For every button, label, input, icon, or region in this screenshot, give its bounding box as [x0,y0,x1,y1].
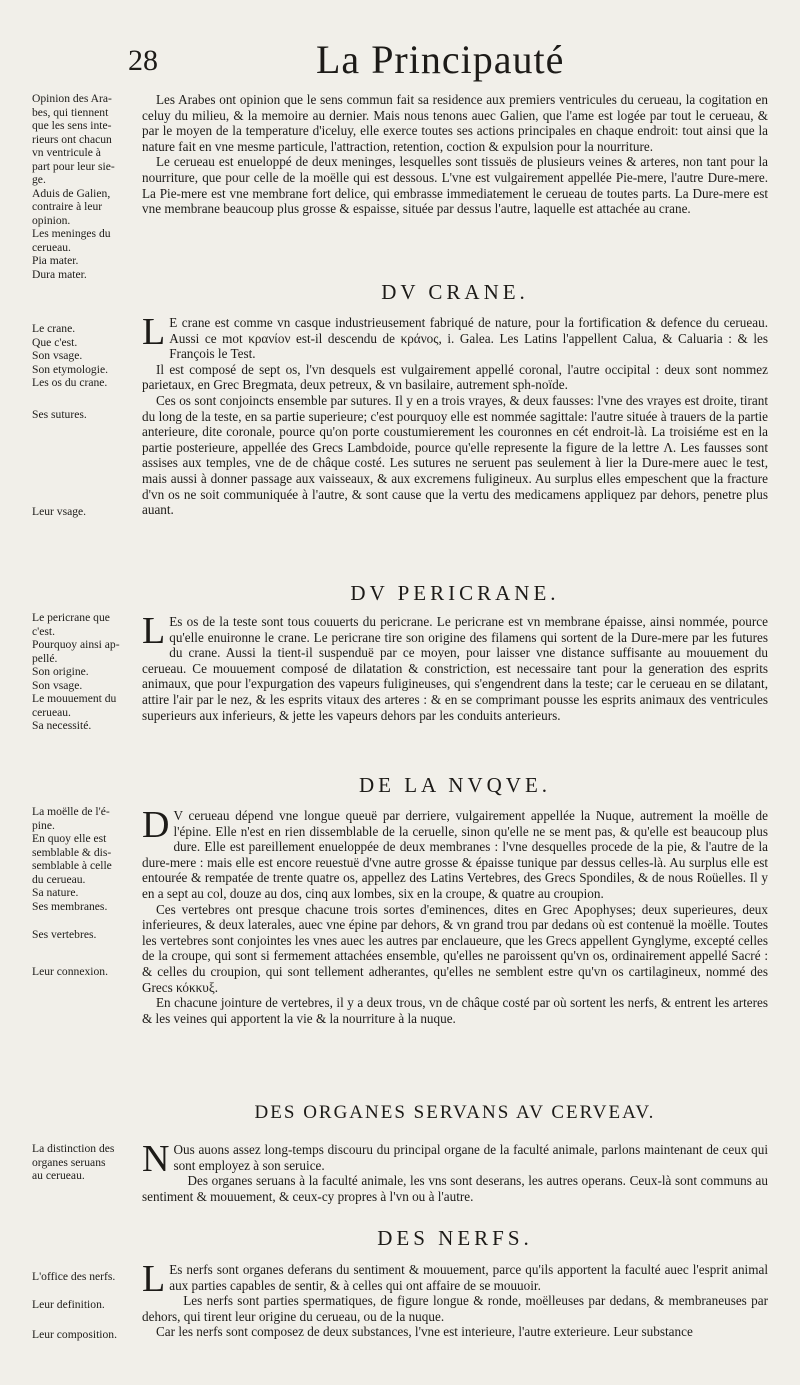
drop-capital: N [142,1138,170,1180]
margin-note-organes [32,1142,144,1183]
paragraph [142,804,768,902]
heading-crane: DV CRANE. [381,280,529,304]
note-line: En quoy elle est [32,832,107,845]
heading-organes: DES ORGANES SERVANS AV CERVEAV. [254,1102,656,1123]
paragraph [142,610,768,723]
drop-capital: L [142,1258,166,1300]
heading-pericrane: DV PERICRANE. [350,581,560,605]
paragraph: Ces os sont conjoincts ensemble par sutures. Il y en a trois vrayes, & deux fausses: l'vne des vrayes est droite, tirant du long de la teste, en sa partie superieure; c'est pourquoy elle est nommée sagittale: l'autre située à trauers de la partie anterieure, dite coronale, pource qu'on porte coustumierement les couronnes en cét endroit-là. La troisiéme est en la partie posterieure, appellée des Grecs Lambdoide, pource qu'elle represente la figure de la lettre Λ. Les fausses sont assises aux temples, vne de de châque costé. Les sutures ne seruent pas seulement à lier la Dure-mere auec le test, mais aussi à donner passage aux vaisseaux, & aux excremens fuligineux. Au surplus elles empeschent que la fracture d'vn os ne soit communiquée à l'autre, & sont cause que la vertu des medicamens appliquez par dehors, penetre plus auant. [142,392,768,518]
heading-nerfs: DES NERFS. [377,1226,533,1250]
margin-note-nerfs-definition [32,1298,144,1312]
margin-note-arabes [32,92,144,281]
note-line: organes seruans [32,1155,106,1169]
note-line: c'est. [32,624,56,638]
page-number: 28 [128,44,158,77]
note-line: opinion. [32,213,71,227]
section-organes [142,1138,768,1204]
note-line: Son vsage. [32,678,83,692]
note-line: bes, qui tiennent [32,105,109,119]
margin-note-sutures [32,408,144,422]
margin-note-connexion [32,965,144,979]
drop-capital: L [142,311,166,353]
margin-note-nerfs-office [32,1270,144,1284]
note-line: Pia mater. [32,254,79,267]
note-line: Opinion des Ara- [32,92,112,105]
note-line: Leur definition. [32,1298,105,1311]
note-line: semblable à celle [32,859,112,872]
paragraph: Il est composé de sept os, l'vn desquels est vulgairement appellé coronal, l'autre occipital : deux sont nommez parietaux, en Grec Bregmata, deux petreux, & vn basilaire, autrement sph-noïde. [142,361,768,393]
note-line: Sa necessité. [32,719,92,732]
note-line: vn ventricule à [32,146,101,159]
margin-note-pericrane [32,611,144,733]
note-line: que les sens inte- [32,119,112,132]
section-nuque [142,804,768,1026]
note-line: Le pericrane que [32,611,110,624]
note-line: Leur composition. [32,1328,118,1341]
paragraph: Les Arabes ont opinion que le sens commun fait sa residence aux premiers ventricules du cerueau, la cogitation en celuy du milieu, & la memoire au dernier. Mais nous tenons auec Galien, que l'ame est logée par tout le cerueau, & par le moyen de la temperature d'iceluy, elle exerce toutes ses actions principales en chaque endroit: tout ainsi que la nature fait en vne mesme particule, l'attraction, retention, coction & expulsion pour la nourriture. [142,92,768,154]
drop-capital: L [142,610,166,652]
note-line: Aduis de Galien, [32,186,111,200]
note-line: Son vsage. [32,349,83,362]
note-line: Son origine. [32,665,89,678]
drop-capital: D [142,804,170,846]
note-line: Que c'est. [32,335,78,349]
note-line: Le mouuement du [32,692,117,705]
margin-note-crane [32,322,144,390]
section-nerfs [142,1258,768,1340]
note-line: L'office des nerfs. [32,1270,116,1283]
paragraph: Les nerfs sont parties spermatiques, de figure longue & ronde, moëlleuses par dedans, & membraneuses par dehors, qui tirent leur origine du cerueau, ou de la nuque. [142,1293,768,1324]
note-line: du cerueau. [32,872,86,886]
paragraph: Des organes seruans à la faculté animale, les vns sont deserans, les autres operans. Ceux-là sont communs au sentiment & mouuement, & ceux-cy propres à l'vn ou à l'autre. [142,1173,768,1204]
running-head: La Principauté [316,37,565,82]
paragraph [142,1138,768,1180]
paragraph-text: E crane est comme vn casque industrieusement fabriqué de nature, pour la fortification & defence du cerueau. Aussi ce mot κρανίον est-il descendu de κράνος, i. Galea. Les Latins l'appellent Calua, & Caluaria : & les François le Test. [169,315,768,362]
note-line: pine. [32,818,55,832]
margin-note-nuque [32,805,144,913]
note-line: Ses vertebres. [32,928,97,941]
note-line: au cerueau. [32,1169,85,1182]
note-line: Les meninges du [32,227,111,240]
paragraph-text: Es nerfs sont organes deferans du sentiment & mouuement, parce qu'ils apportent la faculté auec l'esprit animal aux parties capables de sentir, & à celles qui ont affaire de se mouuoir. [169,1262,768,1293]
note-line: cerueau. [32,240,71,254]
section-intro [142,92,768,217]
margin-note-nerfs-composition [32,1328,144,1342]
paragraph-text: V cerueau dépend vne longue queuë par derriere, vulgairement appellée la Nuque, autrement la moëlle de l'épine. Elle n'est en rien dissemblable de la ceruelle, sinon qu'elle ne se ment pas, & qu'elle est beaucoup plus dure. Elle est pareillement enueloppée de deux membranes : l'vne desquelles procede de la pie, & l'autre de la dure-mere : mais elle est encore reuestuë d'vne autre grosse & épaisse tunique par dessus celles-là. Au surplus elle est entourée & rempatée de trente quatre os, appellez des Latins Vertebres, des Grecs Spondiles, & de nous Roüelles. Il y en a sept au col, douze au dos, cinq aux lombes, six en la croupe, & quatre au croupion. [142,808,768,901]
note-line: Le crane. [32,322,76,335]
note-line: semblable & dis- [32,845,112,859]
note-line: pellé. [32,651,58,665]
section-pericrane [142,610,768,723]
paragraph: Ces vertebres ont presque chacune trois sortes d'eminences, dites en Grec Apophyses; deux superieures, deux inferieures, & deux laterales, auec vne épine par dehors, & vn grand trou par dedans où est contenuë la moëlle. Toutes les vertebres sont conjointes les vnes auec les autres par enclaueure, que les Grecs appellent Gynglyme, excepté celles de la croupe, qui sont si fermement attachées ensemble, qu'elles ne paroissent qu'vn os, ordinairement appellé Sacré : & celles du croupion, qui sont tellement adherantes, qu'elles ne semblent estre qu'vn os cartilagineux, nommé des Grecs κόκκυξ. [142,901,768,995]
note-line: Leur vsage. [32,505,87,518]
note-line: Dura mater. [32,267,87,281]
paragraph: Le cerueau est enueloppé de deux meninges, lesquelles sont tissuës de plusieurs veines & arteres, non tant pour la nourriture, que pour celle de la moëlle qui est dessous. L'vne est vulgairement appellée Pie-mere, l'autre Dure-mere. La Pie-mere est vne membrane fort delice, qui embrasse immediatement le cerueau de toutes parts. La Dure-mere est vne membrane beaucoup plus grosse & espaisse, située par dessus l'autre, laquelle est attachée au crane. [142,154,768,217]
note-line: Son etymologie. [32,362,108,376]
note-line: rieurs ont chacun [32,132,112,146]
paragraph: En chacune jointure de vertebres, il y a deux trous, vn de châque costé par où sortent les nerfs, & entrent les arteres & les veines qui apportent la vie & la nourriture à la nuque. [142,995,768,1026]
paragraph-text: Es os de la teste sont tous couuerts du pericrane. Le pericrane est vn membrane épaisse, ainsi nommée, pource qu'elle enuironne le crane. Le pericrane tire son origine des filamens qui sortent de la Dure-mere par les futures du crane. Aussi la tient-il suspenduë par ce moyen, pour laisser vne distance suffisante au mouuement du cerueau. Ce mouuement composé de dilatation & constriction, est necessaire tant pour la generation des esprits animaux, que pour l'expurgation des vapeurs fuligineuses, qui s'engendrent dans la teste; car le cerueau en se dilatant, attire l'air par le nez, & les esprits vitaux des arteres : & en se comprimant pousse les esprits animaux des ventricules superieurs aux inferieurs, & jette les vapeurs dehors par les conduits anterieurs. [142,614,768,723]
section-crane [142,311,768,518]
paragraph [142,1258,768,1300]
note-line: Pourquoy ainsi ap- [32,638,120,651]
paragraph [142,311,768,362]
note-line: Leur connexion. [32,965,108,978]
paragraph: Car les nerfs sont composez de deux substances, l'vne est interieure, l'autre exterieure. Leur substance [156,1324,693,1340]
paragraph-text: Ous auons assez long-temps discouru du principal organe de la faculté animale, parlons maintenant de ceux qui sont employez à son seruice. [173,1142,768,1173]
note-line: Sa nature. [32,886,79,899]
heading-nuque: DE LA NVQVE. [358,773,552,797]
note-line: Ses membranes. [32,899,108,913]
note-line: Ses sutures. [32,408,87,421]
note-line: Les os du crane. [32,376,108,389]
note-line: cerueau. [32,705,71,719]
margin-note-vsage [32,505,144,519]
note-line: La moëlle de l'é- [32,805,110,818]
margin-note-vertebres [32,928,144,942]
note-line: La distinction des [32,1142,115,1155]
note-line: ge. [32,173,46,186]
note-line: contraire à leur [32,200,103,213]
note-line: part pour leur sie- [32,159,115,173]
